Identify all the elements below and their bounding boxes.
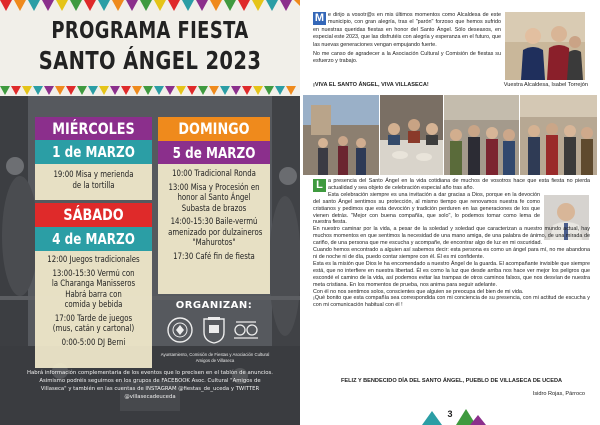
saturday-event: la Charanga Manisseros (51, 279, 136, 289)
sunday-event: Subasta de brazos (181, 203, 247, 214)
sunday-date-label: 5 de MARZO (172, 144, 256, 162)
sunday-date-box (158, 141, 270, 164)
page-number: 3 (447, 409, 453, 419)
mayor-letter-dropcap: M (314, 12, 325, 24)
title-banner (0, 0, 300, 96)
priest-letter (313, 178, 590, 309)
sunday-events-panel (158, 164, 270, 294)
sunday-event: 13:00 Misa y Procesión en (168, 182, 260, 193)
saturday-event: Habrá barra con (65, 289, 122, 300)
sunday-event: amenizado por dulzaineros (168, 227, 263, 238)
sunday-day-label: DOMINGO (178, 119, 250, 138)
saturday-date-label: 4 de MARZO (52, 230, 135, 248)
program-footer-note: Habrá información complementaria de los eventos que lo precisen en el tablón de anuncios. Asimismo podréis seguirnos en los grupos de FACEBOOK Asoc. Cultural "Amigos de Villaseca" y también en las cuentas de INSTAGRAM @fiestas_de_uceda y TWITTER @villasecadeuceda (27, 370, 273, 400)
bunting-top-decoration (0, 0, 300, 12)
sunday-event: "Mahurotos" (192, 238, 236, 248)
sunday-event: 17:30 Café fin de fiesta (173, 251, 255, 262)
priest-letter-paragraph: En nuestro caminar por la vida, a pesar de la soledad y soledad que caracterizan a nuestro mundo actual, hay muchos momentos en que sentimos la necesidad de una mano amiga, de una palabra de ánimo, de una mirada de cariño, de una persona que me escucha y acompañe, de encontrar algo de luz en mi oscuridad. (313, 226, 590, 247)
wednesday-events-panel (35, 164, 152, 200)
wednesday-heading (35, 117, 152, 140)
fiestas-committee-logo-icon (234, 322, 258, 338)
saturday-event: 13:00-15:30 Vermú con (52, 268, 135, 279)
saturday-date-box (35, 227, 152, 251)
saturday-events-panel (35, 251, 152, 368)
mayor-shout: ¡VIVA EL SANTO ÁNGEL, VIVA VILLASECA! (313, 82, 429, 88)
wednesday-event: de la tortilla (72, 180, 115, 191)
association-seal-icon (168, 318, 192, 342)
priest-letter-paragraph: ¡Qué bonito que esta compañía sea correspondida con mi conciencia de su presencia, con mi actitud de escucha y con mi comunicación habitual con él ! (313, 295, 590, 309)
organizer-logos (164, 316, 264, 344)
wednesday-event: 19:00 Misa y merienda (53, 170, 134, 180)
priest-letter-paragraph: a presencia del Santo Ángel en la vida cotidiana de muchos de vosotros hace que esta fiesta no pierda actualidad y sea objeto de celebración especial año tras año. (328, 178, 590, 191)
organizers-caption: Ayuntamiento, Comisión de Fiestas y Asociación Cultural Amigos de Villaseca (160, 352, 270, 363)
saturday-heading (35, 203, 152, 227)
sunday-event: 10:00 Tradicional Ronda (172, 169, 256, 179)
sunday-event: honor al Santo Ángel (177, 193, 251, 203)
priest-letter-dropcap: L (313, 179, 326, 192)
saturday-day-label: SÁBADO (63, 205, 124, 224)
organizers-heading: ORGANIZAN: (175, 300, 253, 311)
sunday-event: 14:00-15:30 Baile-vermú (170, 217, 258, 227)
letters-page (300, 0, 600, 425)
wednesday-date-box (35, 140, 152, 164)
festival-photo-meal (380, 95, 443, 175)
priest-letter-paragraph: Esta celebración siempre es una invitación a dar gracias a Dios, porque en la devoción del santo Ángel sentimos su protección, al mismo tiempo que renovamos nuestra fe como cristianos y pedimos que esta devoción y tradición perduren en las generaciones de los que vienen detrás. "Mejor con buena compañía, que solo", lo podemos tomar como lema de nuestra fiesta. (313, 191, 540, 226)
sunday-heading (158, 117, 270, 141)
priest-signature: Isidro Rojas, Párroco (532, 391, 585, 397)
closing-greeting: FELIZ Y BENDECIDO DÍA DEL SANTO ÁNGEL, PUEBLO DE VILLASECA DE UCEDA (340, 378, 563, 384)
wednesday-day-label: MIÉRCOLES (52, 119, 135, 138)
mayor-letter (313, 12, 501, 68)
mayor-letter-paragraph: No me canso de agradecer a la Asociación Cultural y Comisión de fiestas su esfuerzo y trabajo. (313, 51, 501, 65)
town-coat-of-arms-icon (204, 317, 224, 343)
saturday-event: 0:00-5:00 DJ Berni (61, 337, 126, 348)
priest-letter-paragraph: Esta es la misión que Dios le ha encomendado a nuestro Ángel de la guarda. El acompañante invisible que siempre está, que no interfiere en nuestra libertad. Él es como la luz que desde arriba nos hace ver mejor los peligros que escondé el camino de la vida, así podemos evitar las trampas de otros caminos falsos, que nos desvían de nuestra meta cristiana. En los momentos de prueba, nos anima para seguir adelante. (313, 260, 590, 288)
saturday-event: comida y bebida (64, 300, 123, 310)
mayor-letter-paragraph: e dirijo a vosotr@s en mis últimos momentos como Alcaldesa de este municipio, con gran alegría, tras el "parón" forzoso que hemos sufrido en nuestras queridas fiestas en honor del Santo Ángel. Sólo deseaxos, en especial este 2023, que las disfrutéis con alegría y esperanza en el futuro, que las nuevas generaciones vengan empujando fuerte. (313, 12, 501, 48)
mayor-photo (505, 12, 585, 80)
priest-letter-paragraph: Con él no nos sentimos solos, conscientes que alguien se preocupa del bien de mi vida. (313, 288, 524, 295)
saturday-event: 12:00 Juegos tradicionales (47, 255, 140, 265)
saturday-event: 17:00 Tarde de juegos (54, 313, 133, 324)
festival-photo-procession (303, 95, 379, 175)
festival-photo-group (520, 95, 597, 175)
festival-photo-crowd (444, 95, 519, 175)
mayor-signature: Vuestra Alcaldesa, Isabel Torrejón (503, 82, 588, 88)
program-title-line1: PROGRAMA FIESTA (51, 18, 249, 44)
saturday-event: (mus, catán y cartonal) (52, 324, 135, 334)
wednesday-date-label: 1 de MARZO (52, 143, 135, 161)
program-title-line2: SANTO ÁNGEL 2023 (38, 46, 262, 75)
priest-letter-paragraph: Cuando hemos encontrado a alguien así sabemos decir: esta persona es como un ángel para mí, no me abandona ni de noche ni de día, puedo contar siempre con él. Él es mi confidente. (313, 247, 590, 260)
